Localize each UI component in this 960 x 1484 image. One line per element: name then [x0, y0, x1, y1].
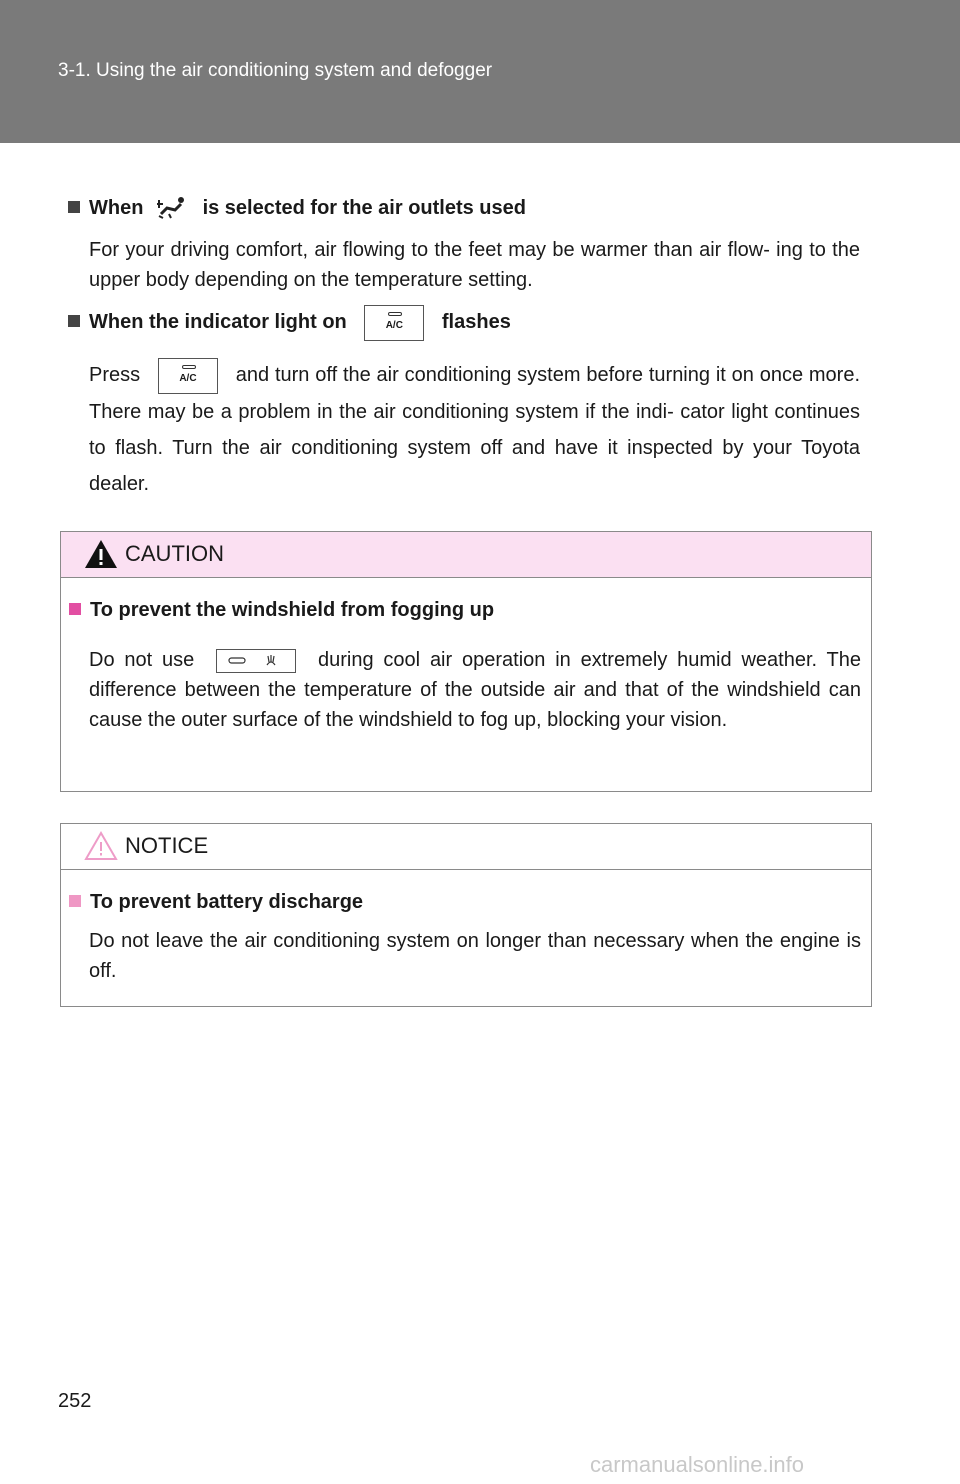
page-number: 252: [58, 1390, 92, 1412]
feet-airflow-icon: [155, 196, 191, 220]
bullet-square: [68, 315, 80, 327]
note-heading-text: When: [89, 197, 144, 219]
ac-button-icon: A/C: [364, 305, 424, 341]
caution-text-pre: Do not use: [89, 649, 195, 671]
bullet-square: [69, 895, 81, 907]
caution-title: CAUTION: [125, 541, 224, 566]
notice-heading: [69, 887, 363, 917]
caution-box: [60, 531, 872, 792]
page-header: [0, 0, 960, 143]
caution-text: [89, 645, 861, 735]
warning-triangle-icon: [83, 830, 119, 862]
watermark: carmanualsonline.info: [590, 1452, 805, 1477]
defroster-button-icon: [216, 649, 296, 673]
note-heading-text: is selected for the air outlets used: [202, 197, 526, 219]
ac-button-icon: A/C: [158, 358, 218, 394]
note-text-feet: For your driving comfort, air flowing to the feet may be warmer than air flow- ing to the upper body depending on the temperature setting.: [89, 239, 860, 291]
notice-title: NOTICE: [125, 833, 209, 858]
notice-text: Do not leave the air conditioning system on longer than necessary when the engine is off.: [89, 930, 861, 982]
notice-header: [61, 824, 871, 870]
section-title: 3-1. Using the air conditioning system and defogger: [58, 60, 493, 81]
note-heading-text: flashes: [441, 311, 511, 333]
note-heading-text: When the indicator light on: [89, 311, 347, 333]
caution-heading: [69, 595, 494, 625]
press-text: Press: [89, 364, 141, 386]
bullet-square: [68, 201, 80, 213]
note-body-text: and turn off the air conditioning system before turning it on once more. There may be a problem in the air conditioning system if the indi- cator light continues to flash. Turn the air conditioning system off and have it inspected by your Toyota dealer.: [89, 364, 861, 495]
note-text-indicator: [89, 357, 860, 502]
note-heading-indicator: [68, 304, 511, 341]
caution-header: [61, 532, 871, 578]
bullet-square: [69, 603, 81, 615]
notice-box: [60, 823, 872, 1007]
caution-text-post: during cool air operation in extremely humid weather. The difference between the temperature of the outside air and that of the windshield can cause the outer surface of the windshield to fog up, blocking your vision.: [89, 649, 862, 731]
note-heading-feet: [68, 193, 526, 223]
caution-heading-text: To prevent the windshield from fogging up: [90, 599, 495, 621]
notice-heading-text: To prevent battery discharge: [90, 891, 364, 913]
warning-triangle-icon: [83, 538, 119, 570]
